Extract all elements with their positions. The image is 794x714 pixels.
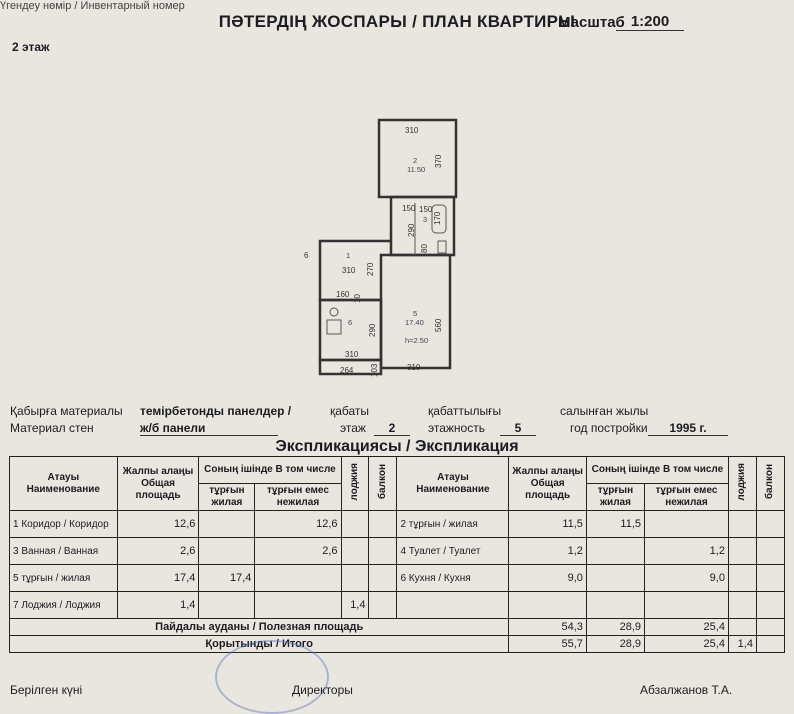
room-number: 5 [413,309,418,318]
dim-label: 160 [336,290,350,299]
dim-label: 270 [366,262,375,276]
room-loggia [341,565,369,592]
room-loggia [728,565,756,592]
floor-number-value: 2 [374,421,410,436]
grand-total-total: 55,7 [509,636,587,653]
inventory-number-label: Үгендеу нөмір / Инвентарный номер [0,0,185,12]
header-name: Атауы Наименование [397,457,509,511]
room-total: 9,0 [509,565,587,592]
header-nonliving: тұрғын емес нежилая [255,484,341,511]
room-area: 11.50 [407,165,426,174]
header-total-area: Жалпы алаңы Общая площадь [117,457,199,511]
useful-area-label: Пайдалы ауданы / Полезная площадь [10,619,509,636]
room-nonliving [645,592,729,619]
table-row [10,565,785,592]
dim-label: 310 [342,266,356,275]
grand-total-label: Қорытынды / Итого [10,636,509,653]
room-number: 3 [423,215,428,224]
dim-label: 310 [405,126,419,135]
build-year-label-kz: салынған жылы [560,404,649,418]
wall-material-value-2: ж/б панели [140,421,278,436]
room-loggia [341,511,369,538]
floor-number-label-ru: этаж [340,421,366,435]
room-number: 2 [413,156,418,165]
room-balcony [369,565,397,592]
header-loggia: лоджия [348,462,360,501]
dim-label: 370 [434,154,443,168]
wall-material-label-ru: Материал стен [10,421,94,435]
room-nonliving [255,592,341,619]
room-total: 1,2 [509,538,587,565]
dim-label: 10 [353,294,362,303]
table-row [10,592,785,619]
floor-number-label-kz: қабаты [330,404,370,418]
room-balcony [756,565,784,592]
issued-date-label: Берілген күні [10,683,83,697]
room-name: 7 Лоджия / Лоджия [10,592,118,619]
wall-material-label-kz: Қабырға материалы [10,404,123,418]
stamp-seal [215,640,329,714]
header-total-area: Жалпы алаңы Общая площадь [509,457,587,511]
dim-label: 560 [434,318,443,332]
header-nonliving: тұрғын емес нежилая [645,484,729,511]
scale-label: Масштаб [558,14,625,31]
room-balcony [756,538,784,565]
room-living [586,565,644,592]
header-loggia: лоджия [736,462,748,501]
dim-label: 103 [370,363,379,377]
grand-total-nonliving: 25,4 [645,636,729,653]
room-loggia [728,592,756,619]
wall-material-value-1: темірбетонды панелдер / [140,404,292,418]
room-total: 12,6 [117,511,199,538]
room-name: 3 Ванная / Ванная [10,538,118,565]
useful-area-loggia [728,619,756,636]
header-including: Соның ішінде В том числе [586,457,728,484]
dim-label: 6 [304,251,309,260]
room-living [586,538,644,565]
room-balcony [369,538,397,565]
room-nonliving: 9,0 [645,565,729,592]
room-nonliving [645,511,729,538]
dim-label: 290 [407,223,416,237]
floor-count-label-ru: этажность [428,421,485,435]
room-number: 1 [346,251,351,260]
explication-title: Экспликациясы / Экспликация [275,438,519,455]
build-year-label-ru: год постройки [570,421,648,435]
header-including: Соның ішінде В том числе [199,457,341,484]
table-row [10,538,785,565]
useful-area-balcony [756,619,784,636]
dim-label: 150 [402,204,416,213]
room-living: 11,5 [586,511,644,538]
room-loggia [728,538,756,565]
useful-area-row [10,619,785,636]
scale-value: 1:200 [616,13,684,31]
room-loggia [341,538,369,565]
header-living: тұрғын жилая [199,484,255,511]
room-balcony [369,592,397,619]
grand-total-balcony [756,636,784,653]
explication-table [9,456,785,653]
room-total: 17,4 [117,565,199,592]
ceiling-height: h=2.50 [405,336,429,345]
dim-label: 170 [433,211,442,225]
room-total: 1,4 [117,592,199,619]
useful-area-living: 28,9 [586,619,644,636]
room-name: 5 тұрғын / жилая [10,565,118,592]
room-nonliving: 2,6 [255,538,341,565]
room-living [199,511,255,538]
room-nonliving: 1,2 [645,538,729,565]
grand-total-living: 28,9 [586,636,644,653]
header-name: Атауы Наименование [10,457,118,511]
room-name: 4 Туалет / Туалет [397,538,509,565]
room-name: 6 Кухня / Кухня [397,565,509,592]
room-total: 11,5 [509,511,587,538]
useful-area-nonliving: 25,4 [645,619,729,636]
room-total: 2,6 [117,538,199,565]
grand-total-loggia: 1,4 [728,636,756,653]
header-balcony: балкон [376,463,388,500]
grand-total-row [10,636,785,653]
signer-name: Абзалжанов Т.А. [640,683,733,697]
room-loggia [728,511,756,538]
dim-label: 310 [407,363,421,372]
dim-label: 310 [345,350,359,359]
useful-area-total: 54,3 [509,619,587,636]
room-nonliving: 12,6 [255,511,341,538]
room-balcony [756,592,784,619]
floor-count-value: 5 [500,421,536,436]
dim-label: 80 [420,244,429,253]
room-balcony [756,511,784,538]
room-name: 1 Коридор / Коридор [10,511,118,538]
dim-label: 150 [419,205,433,214]
room-nonliving [255,565,341,592]
header-living: тұрғын жилая [586,484,644,511]
dim-label: 264 [340,366,354,375]
build-year-value: 1995 г. [648,421,728,436]
room-loggia: 1,4 [341,592,369,619]
room-name [397,592,509,619]
room-living [199,592,255,619]
room-area: 17.40 [405,318,424,327]
room-number: 6 [348,318,353,327]
floor-label: 2 этаж [12,40,50,54]
room-name: 2 тұрғын / жилая [397,511,509,538]
room-living [199,538,255,565]
room-balcony [369,511,397,538]
page-title: ПӘТЕРДІҢ ЖОСПАРЫ / ПЛАН КВАРТИРЫ [218,12,576,31]
director-label: Директоры [292,683,353,697]
header-balcony: балкон [764,463,776,500]
room-living: 17,4 [199,565,255,592]
floor-count-label-kz: қабаттылығы [428,404,502,418]
room-total [509,592,587,619]
dim-label: 290 [368,323,377,337]
table-header-row [10,457,785,484]
table-row [10,511,785,538]
room-living [586,592,644,619]
